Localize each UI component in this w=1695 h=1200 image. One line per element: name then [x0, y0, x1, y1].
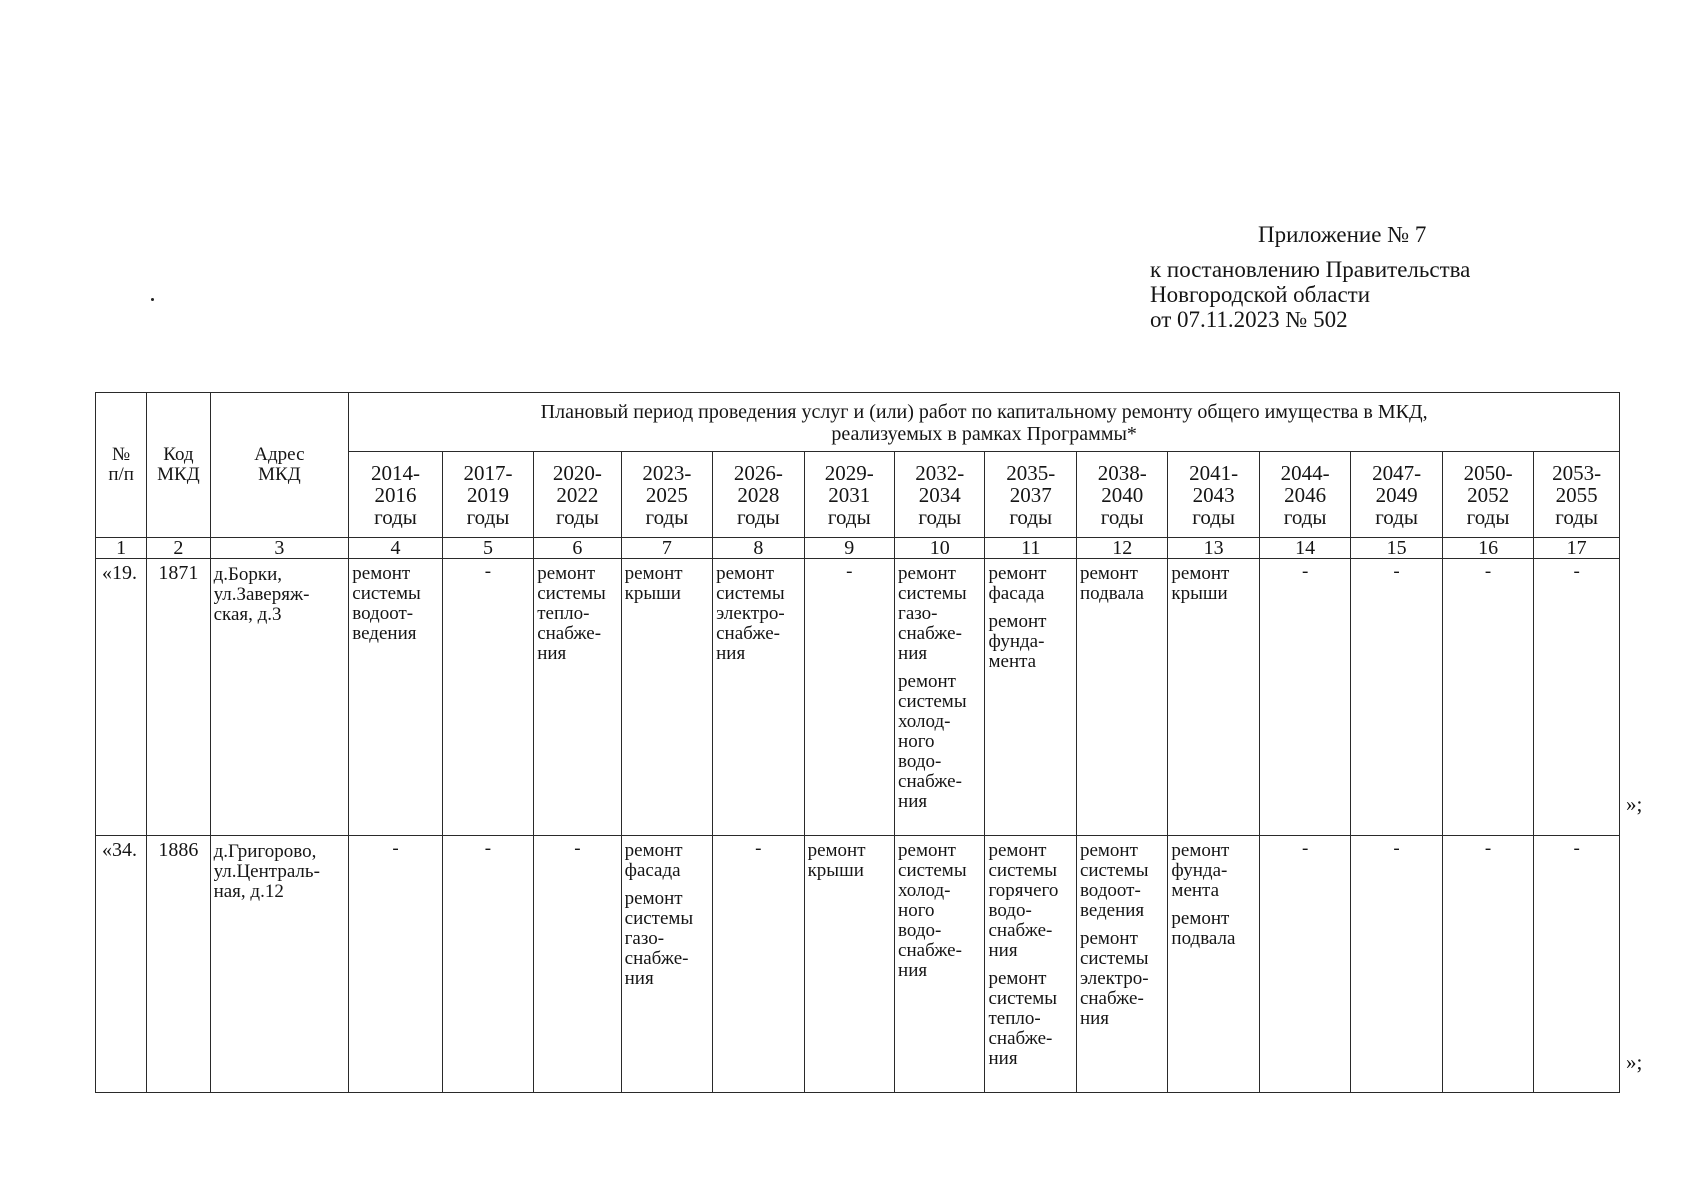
period-label-line: 2052 — [1467, 483, 1510, 507]
work-cell — [1076, 559, 1167, 836]
work-item — [898, 841, 981, 981]
period-label-line: 2044- — [1280, 461, 1330, 485]
period-label-line: годы — [374, 505, 417, 529]
work-item-line: ремонт — [1171, 908, 1230, 929]
row-closing-mark: »; — [1626, 1050, 1643, 1074]
address-line: ная, д.12 — [213, 881, 284, 902]
work-item-line: ния — [988, 940, 1018, 961]
column-number: 12 — [1076, 538, 1167, 559]
address-line: ул.Заверяж- — [213, 584, 310, 605]
period-label-line: 2029- — [824, 461, 874, 485]
column-number: 7 — [621, 538, 712, 559]
work-item-line: горячего — [988, 880, 1059, 901]
period-label-line: 2041- — [1189, 461, 1239, 485]
work-cell — [895, 836, 985, 1093]
row-index: «19. — [96, 559, 147, 836]
period-label-line: годы — [556, 505, 599, 529]
work-item — [625, 889, 709, 989]
work-item — [537, 564, 617, 664]
period-label-line: годы — [1283, 505, 1327, 529]
work-cell-empty: - — [349, 836, 442, 1093]
work-item-line: системы — [352, 583, 421, 604]
work-item-line: водоот- — [1079, 880, 1141, 901]
header-period-4 — [349, 452, 442, 538]
period-label-line: 2040 — [1101, 483, 1144, 507]
period-label-line: 2023- — [642, 461, 692, 485]
work-cell-empty: - — [1534, 836, 1620, 1093]
period-label-line: годы — [1192, 505, 1236, 529]
work-item — [988, 612, 1072, 672]
work-item-line: ремонт — [1079, 563, 1138, 584]
work-item-line: ремонт — [624, 840, 683, 861]
column-number: 16 — [1442, 538, 1533, 559]
work-item-line: ремонт — [807, 840, 866, 861]
period-label-line: годы — [827, 505, 871, 529]
work-item-line: холод- — [898, 880, 951, 901]
work-item-line: крыши — [1171, 583, 1228, 604]
period-label-line: 2043 — [1192, 483, 1235, 507]
address-line: ская, д.3 — [213, 604, 282, 625]
period-label-line: 2053- — [1552, 461, 1602, 485]
header-no-line2: п/п — [108, 464, 134, 485]
period-label-line: годы — [1555, 505, 1599, 529]
work-item-line: системы — [898, 860, 967, 881]
work-item-line: ного — [898, 900, 935, 921]
column-number: 4 — [349, 538, 442, 559]
row-address — [210, 559, 349, 836]
period-label-line: годы — [1466, 505, 1510, 529]
header-period-5 — [442, 452, 533, 538]
period-label-line: 2026- — [733, 461, 783, 485]
work-item-line: фунда- — [1171, 860, 1228, 881]
repair-schedule-table — [95, 392, 1620, 1093]
column-number: 13 — [1168, 538, 1259, 559]
work-cell — [349, 559, 442, 836]
work-item-line: ния — [898, 960, 928, 981]
work-item-line: ремонт — [1171, 563, 1230, 584]
work-item-line: снабже- — [624, 948, 689, 969]
header-period-7 — [621, 452, 712, 538]
header-period-9 — [804, 452, 894, 538]
column-number: 2 — [147, 538, 210, 559]
work-item-line: водо- — [988, 900, 1032, 921]
work-item — [1171, 564, 1255, 604]
work-item-line: ремонт — [624, 888, 683, 909]
work-item-line: фасада — [624, 860, 681, 881]
work-item-line: ремонт — [898, 840, 956, 861]
work-item-line: ремонт — [988, 968, 1047, 989]
period-label-line: годы — [1009, 505, 1053, 529]
work-item-line: холод- — [898, 711, 951, 732]
work-cell-empty: - — [534, 836, 621, 1093]
period-label-line: 2055 — [1555, 483, 1598, 507]
header-address-line2: МКД — [258, 464, 301, 485]
work-cell — [621, 559, 712, 836]
work-item-line: ремонт — [898, 563, 956, 584]
work-item-line: системы — [1079, 948, 1149, 969]
column-number: 9 — [804, 538, 894, 559]
work-item-line: ния — [1079, 1008, 1110, 1029]
header-period-6 — [534, 452, 621, 538]
work-item-line: газо- — [624, 928, 665, 949]
work-item-line: подвала — [1079, 583, 1144, 604]
work-item-line: системы — [624, 908, 694, 929]
work-item — [1080, 841, 1164, 921]
period-label-line: 2046 — [1284, 483, 1327, 507]
work-item-line: ремонт — [898, 671, 956, 692]
work-cell-empty: - — [1534, 559, 1620, 836]
column-number: 5 — [442, 538, 533, 559]
work-item-line: ремонт — [352, 563, 411, 584]
column-number: 3 — [210, 538, 349, 559]
period-label-line: 2020- — [552, 461, 602, 485]
work-cell — [713, 559, 804, 836]
work-item-line: мента — [1171, 880, 1220, 901]
table-row — [96, 836, 1620, 1093]
work-item-line: водо- — [898, 751, 942, 772]
work-item-line: ния — [537, 643, 567, 664]
work-item-line: снабже- — [988, 1028, 1053, 1049]
scan-speck — [151, 298, 154, 301]
work-cell-empty: - — [804, 559, 894, 836]
work-item — [716, 564, 800, 664]
work-cell-empty: - — [1442, 836, 1533, 1093]
header-no-line1: № — [112, 444, 131, 465]
work-item-line: ремонт — [988, 563, 1047, 584]
work-item — [988, 841, 1072, 961]
period-label-line: 2035- — [1006, 461, 1056, 485]
work-item-line: ремонт — [1079, 928, 1138, 949]
work-item — [988, 564, 1072, 604]
header-period-16 — [1442, 452, 1533, 538]
header-code — [147, 393, 210, 538]
work-cell — [985, 836, 1076, 1093]
work-cell — [1076, 836, 1167, 1093]
work-item-line: снабже- — [537, 623, 602, 644]
work-item — [352, 564, 438, 644]
work-item-line: системы — [898, 583, 967, 604]
work-item-line: ния — [624, 968, 654, 989]
header-period-8 — [713, 452, 804, 538]
work-item-line: ния — [716, 643, 746, 664]
period-label-line: годы — [736, 505, 780, 529]
header-code-line1: Код — [163, 444, 194, 465]
work-cell — [621, 836, 712, 1093]
work-item-line: тепло- — [537, 603, 590, 624]
address-line: д.Григорово, — [213, 841, 317, 862]
work-item-line: снабже- — [716, 623, 780, 644]
work-item — [808, 841, 891, 881]
work-item — [625, 564, 709, 604]
work-item-line: электро- — [1079, 968, 1149, 989]
work-item — [1080, 929, 1164, 1029]
table-row — [96, 559, 1620, 836]
work-item-line: ремонт — [988, 611, 1047, 632]
work-item — [1171, 841, 1255, 901]
work-item — [1080, 564, 1164, 604]
work-cell — [534, 559, 621, 836]
work-item-line: снабже- — [1079, 988, 1144, 1009]
work-item-line: мента — [988, 651, 1037, 672]
column-number: 15 — [1351, 538, 1442, 559]
work-item-line: крыши — [807, 860, 864, 881]
period-label-line: 2022 — [556, 483, 599, 507]
header-period-12 — [1076, 452, 1167, 538]
appendix-line-3: от 07.11.2023 № 502 — [1150, 307, 1348, 332]
work-cell — [804, 836, 894, 1093]
work-item-line: ремонт — [988, 840, 1047, 861]
row-code: 1886 — [147, 836, 210, 1093]
work-cell-empty: - — [713, 836, 804, 1093]
period-label-line: 2019 — [466, 483, 509, 507]
header-period-11 — [985, 452, 1076, 538]
row-code: 1871 — [147, 559, 210, 836]
header-period-15 — [1351, 452, 1442, 538]
work-item-line: системы — [537, 583, 606, 604]
period-label-line: 2049 — [1375, 483, 1418, 507]
header-period-line2: реализуемых в рамках Программы* — [831, 423, 1137, 445]
appendix-title: Приложение № 7 — [1258, 222, 1427, 247]
period-label-line: годы — [1100, 505, 1144, 529]
work-cell-empty: - — [1259, 836, 1350, 1093]
work-cell-empty: - — [442, 836, 533, 1093]
work-cell-empty: - — [442, 559, 533, 836]
period-label-line: 2025 — [645, 483, 688, 507]
row-index: «34. — [96, 836, 147, 1093]
row-address — [210, 836, 349, 1093]
header-period-10 — [895, 452, 985, 538]
work-item-line: ведения — [352, 623, 417, 644]
work-item-line: водоот- — [352, 603, 414, 624]
work-cell-empty: - — [1442, 559, 1533, 836]
work-item-line: подвала — [1171, 928, 1236, 949]
period-label-line: 2047- — [1372, 461, 1422, 485]
column-number: 11 — [985, 538, 1076, 559]
period-label-line: 2032- — [915, 461, 965, 485]
work-item — [898, 672, 981, 812]
period-label-line: 2017- — [463, 461, 513, 485]
work-item-line: ремонт — [1079, 840, 1138, 861]
address-line: д.Борки, — [213, 564, 283, 585]
period-label-line: годы — [645, 505, 689, 529]
work-item-line: газо- — [898, 603, 938, 624]
column-number: 14 — [1259, 538, 1350, 559]
work-item-line: водо- — [898, 920, 942, 941]
work-item-line: системы — [898, 691, 967, 712]
work-item-line: электро- — [716, 603, 785, 624]
work-item-line: системы — [716, 583, 785, 604]
work-item — [898, 564, 981, 664]
period-label-line: годы — [1375, 505, 1418, 529]
work-cell — [1168, 836, 1259, 1093]
header-address-line1: Адрес — [254, 444, 305, 465]
work-cell — [985, 559, 1076, 836]
period-label-line: 2014- — [371, 461, 420, 485]
header-period-line1: Плановый период проведения услуг и (или) работ по капитальному ремонту общего имущества в МКД, — [540, 401, 1428, 423]
work-cell-empty: - — [1259, 559, 1350, 836]
column-number: 17 — [1534, 538, 1620, 559]
work-item-line: ремонт — [716, 563, 775, 584]
work-item-line: снабже- — [898, 623, 962, 644]
header-period-group — [349, 393, 1620, 452]
work-item-line: ния — [898, 643, 928, 664]
work-item-line: ремонт — [1171, 840, 1230, 861]
work-item — [1171, 909, 1255, 949]
work-item-line: фунда- — [988, 631, 1045, 652]
appendix-header — [1150, 222, 1470, 332]
work-item-line: ния — [898, 791, 928, 812]
work-item-line: тепло- — [988, 1008, 1041, 1029]
header-period-17 — [1534, 452, 1620, 538]
work-cell — [895, 559, 985, 836]
period-label-line: 2028 — [737, 483, 780, 507]
appendix-line-1: к постановлению Правительства — [1150, 257, 1471, 282]
period-label-line: годы — [466, 505, 510, 529]
work-item-line: снабже- — [898, 771, 962, 792]
period-label-line: 2038- — [1097, 461, 1147, 485]
column-number: 10 — [895, 538, 985, 559]
row-closing-mark: »; — [1626, 792, 1643, 816]
work-item-line: фасада — [988, 583, 1045, 604]
header-period-13 — [1168, 452, 1259, 538]
period-label-line: 2031 — [828, 483, 871, 507]
column-number: 1 — [96, 538, 147, 559]
period-label-line: 2016 — [374, 483, 417, 507]
period-label-line: 2037 — [1009, 483, 1052, 507]
appendix-line-2: Новгородской области — [1150, 282, 1371, 307]
work-item-line: ведения — [1079, 900, 1145, 921]
header-no — [96, 393, 147, 538]
period-label-line: 2034 — [918, 483, 961, 507]
header-code-line2: МКД — [157, 464, 200, 485]
work-item-line: снабже- — [898, 940, 962, 961]
header-address — [210, 393, 349, 538]
work-item — [625, 841, 709, 881]
work-item-line: системы — [1079, 860, 1149, 881]
work-item-line: системы — [988, 860, 1058, 881]
period-label-line: годы — [918, 505, 962, 529]
address-line: ул.Централь- — [213, 861, 320, 882]
work-item — [988, 969, 1072, 1069]
work-item-line: ремонт — [537, 563, 596, 584]
work-cell-empty: - — [1351, 559, 1442, 836]
work-item-line: снабже- — [988, 920, 1053, 941]
work-item-line: ремонт — [624, 563, 683, 584]
work-item-line: крыши — [624, 583, 681, 604]
work-item-line: системы — [988, 988, 1058, 1009]
work-item-line: ния — [988, 1048, 1018, 1069]
work-cell-empty: - — [1351, 836, 1442, 1093]
period-label-line: 2050- — [1463, 461, 1513, 485]
header-period-14 — [1259, 452, 1350, 538]
work-item-line: ного — [898, 731, 935, 752]
column-number: 8 — [713, 538, 804, 559]
work-cell — [1168, 559, 1259, 836]
column-number: 6 — [534, 538, 621, 559]
